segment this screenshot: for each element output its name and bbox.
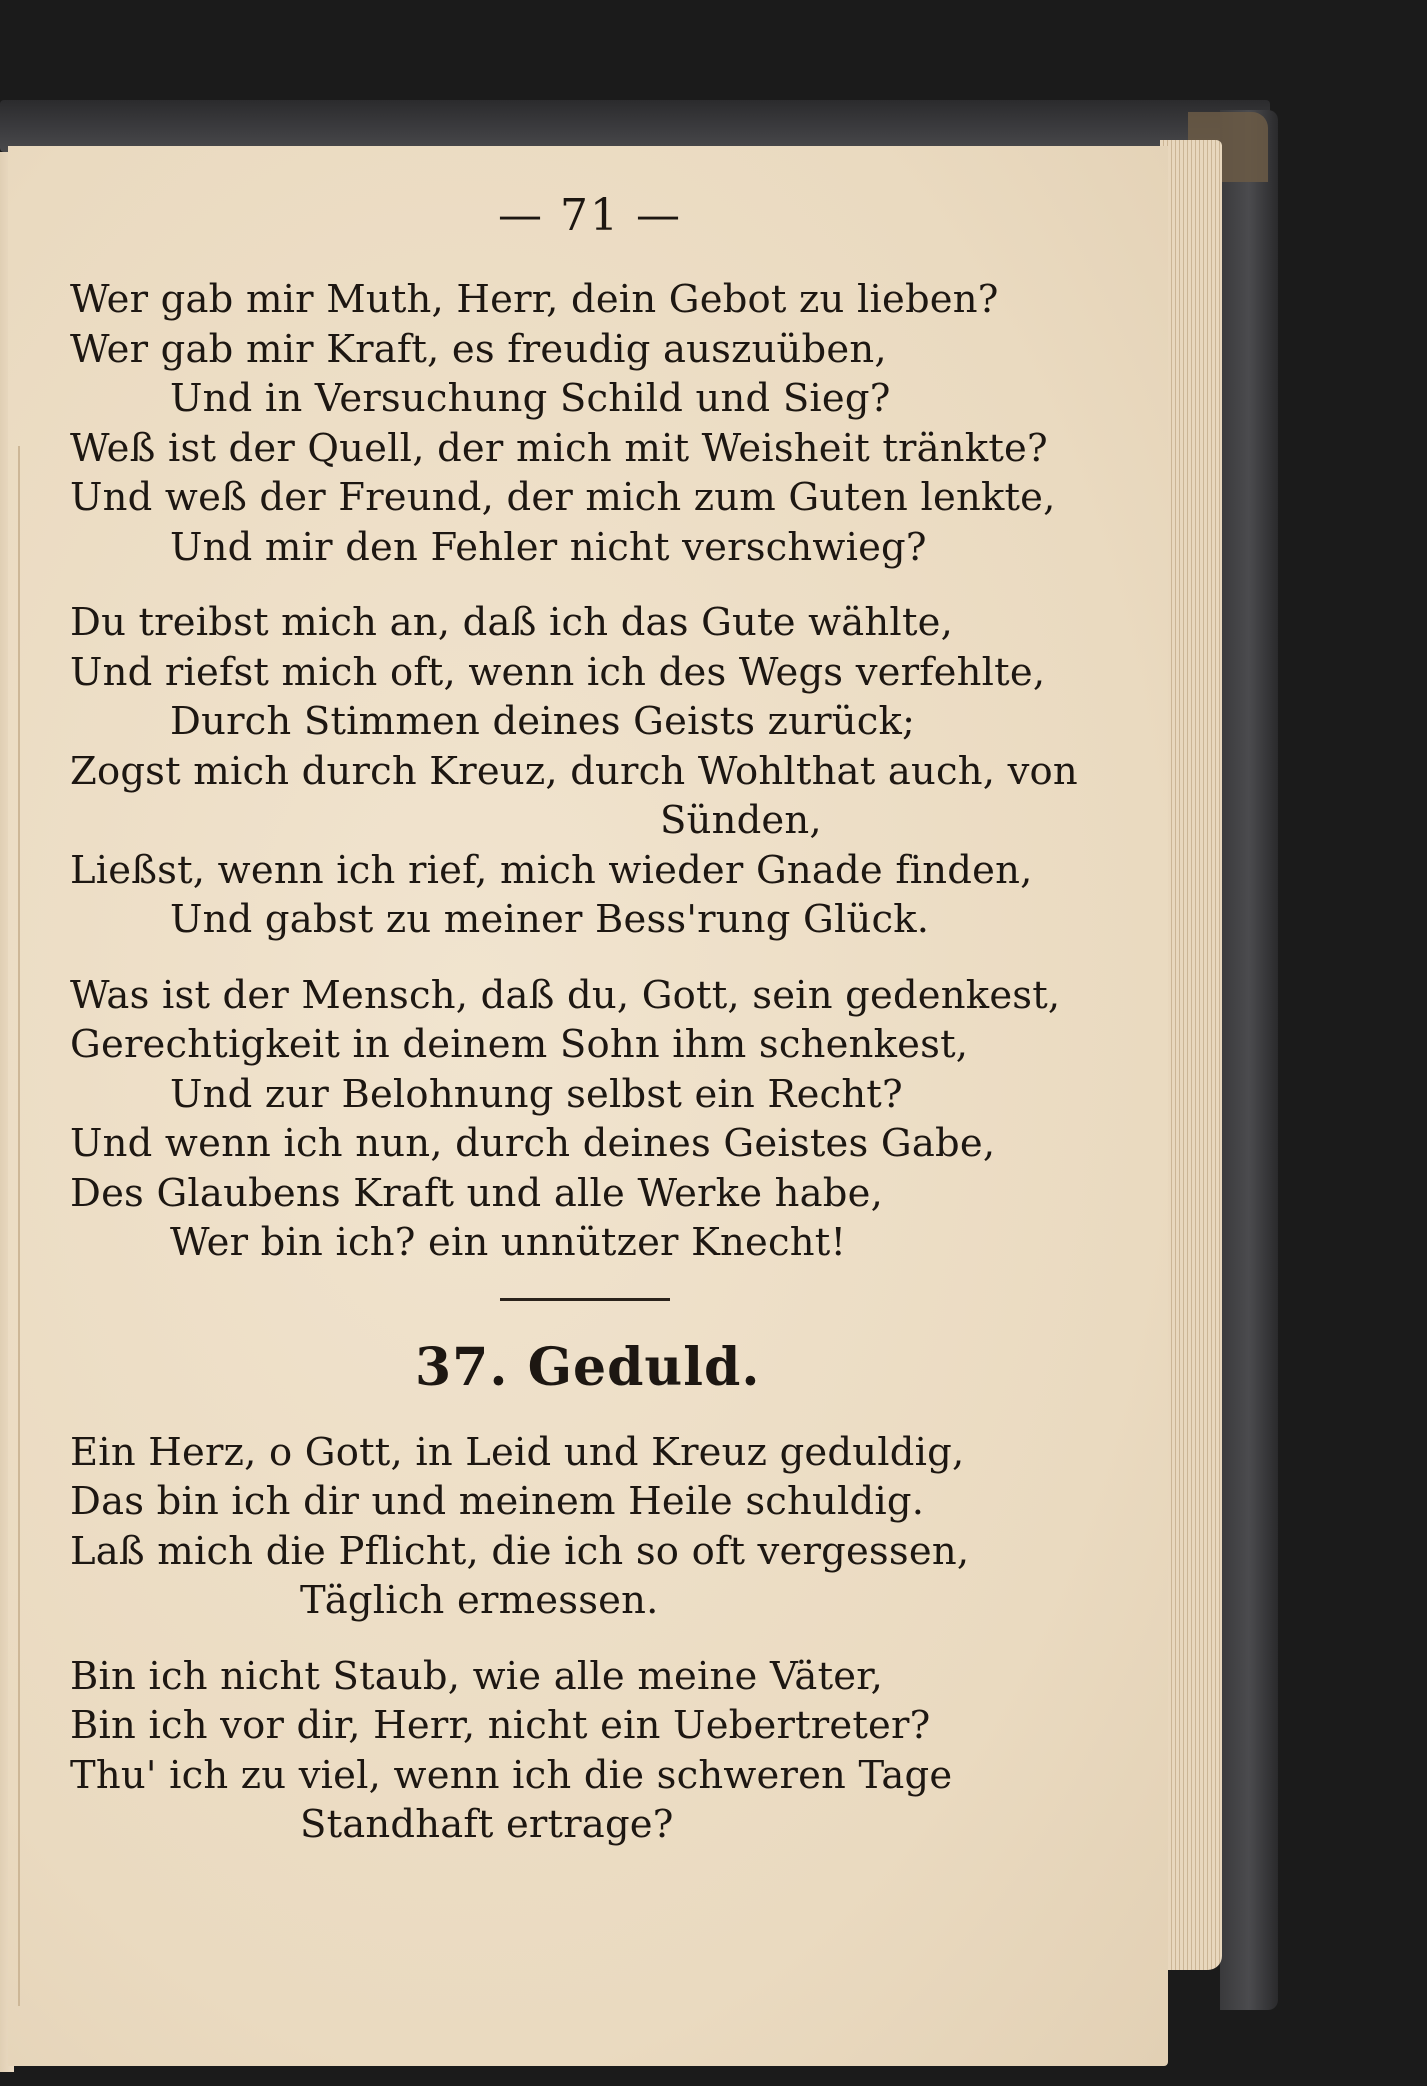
verse-line: Und mir den Fehler nicht verschwieg? xyxy=(170,524,927,570)
page-number: — 71 — xyxy=(498,190,682,241)
verse-line: Des Glaubens Kraft und alle Werke habe, xyxy=(70,1170,884,1216)
verse-line: Wer gab mir Kraft, es freudig auszuüben, xyxy=(70,326,887,372)
verse-line: Ließst, wenn ich rief, mich wieder Gnade finden, xyxy=(70,847,1033,893)
verse-line: Wer gab mir Muth, Herr, dein Gebot zu lieben? xyxy=(70,277,999,322)
stanza xyxy=(70,598,1110,945)
verse-line: Gerechtigkeit in deinem Sohn ihm schenkest, xyxy=(70,1022,969,1067)
stanza xyxy=(70,1652,1110,1850)
verse-line: Sünden, xyxy=(660,798,822,843)
stanza xyxy=(70,275,1110,572)
verse-line: Thu' ich zu viel, wenn ich die schweren Tage xyxy=(70,1752,953,1798)
verse-line: Was ist der Mensch, daß du, Gott, sein gedenkest, xyxy=(70,972,1061,1018)
stanza xyxy=(70,971,1110,1268)
verse-line: Und wenn ich nun, durch deines Geistes Gabe, xyxy=(70,1121,996,1166)
verse-line: Und zur Belohnung selbst ein Recht? xyxy=(170,1071,903,1117)
verse-line: Zogst mich durch Kreuz, durch Wohlthat auch, von xyxy=(70,748,1078,794)
verse-line: Ein Herz, o Gott, in Leid und Kreuz geduldig, xyxy=(70,1429,965,1475)
verse-line: Du treibst mich an, daß ich das Gute wählte, xyxy=(70,600,954,645)
book-cover-top xyxy=(0,100,1270,152)
section-title: 37. Geduld. xyxy=(415,1336,761,1398)
verse-line: Das bin ich dir und meinem Heile schuldig. xyxy=(70,1479,925,1524)
verse-line: Täglich ermessen. xyxy=(300,1578,659,1623)
page-content xyxy=(70,170,1110,1876)
verse-line: Durch Stimmen deines Geists zurück; xyxy=(170,699,916,744)
page-edges xyxy=(1160,140,1222,1970)
verse-line: Und riefst mich oft, wenn ich des Wegs verfehlte, xyxy=(70,649,1046,695)
verse-line: Weß ist der Quell, der mich mit Weisheit tränkte? xyxy=(70,425,1048,471)
hymn-36-verses xyxy=(70,275,1110,1268)
section-divider xyxy=(500,1298,670,1301)
verse-line: Und weß der Freund, der mich zum Guten lenkte, xyxy=(70,475,1056,520)
verse-line: Bin ich vor dir, Herr, nicht ein Uebertreter? xyxy=(70,1703,931,1748)
verse-line: Bin ich nicht Staub, wie alle meine Väter, xyxy=(70,1653,884,1699)
hymn-37-verses xyxy=(70,1428,1110,1850)
gutter-line xyxy=(18,446,20,2006)
verse-line: Standhaft ertrage? xyxy=(300,1802,674,1847)
verse-line: Wer bin ich? ein unnützer Knecht! xyxy=(170,1220,847,1265)
book-cover-spine xyxy=(1220,110,1278,2010)
verse-line: Und in Versuchung Schild und Sieg? xyxy=(170,376,891,421)
stanza xyxy=(70,1428,1110,1626)
verse-line: Und gabst zu meiner Bess'rung Glück. xyxy=(170,897,930,942)
verse-line: Laß mich die Pflicht, die ich so oft vergessen, xyxy=(70,1528,970,1574)
